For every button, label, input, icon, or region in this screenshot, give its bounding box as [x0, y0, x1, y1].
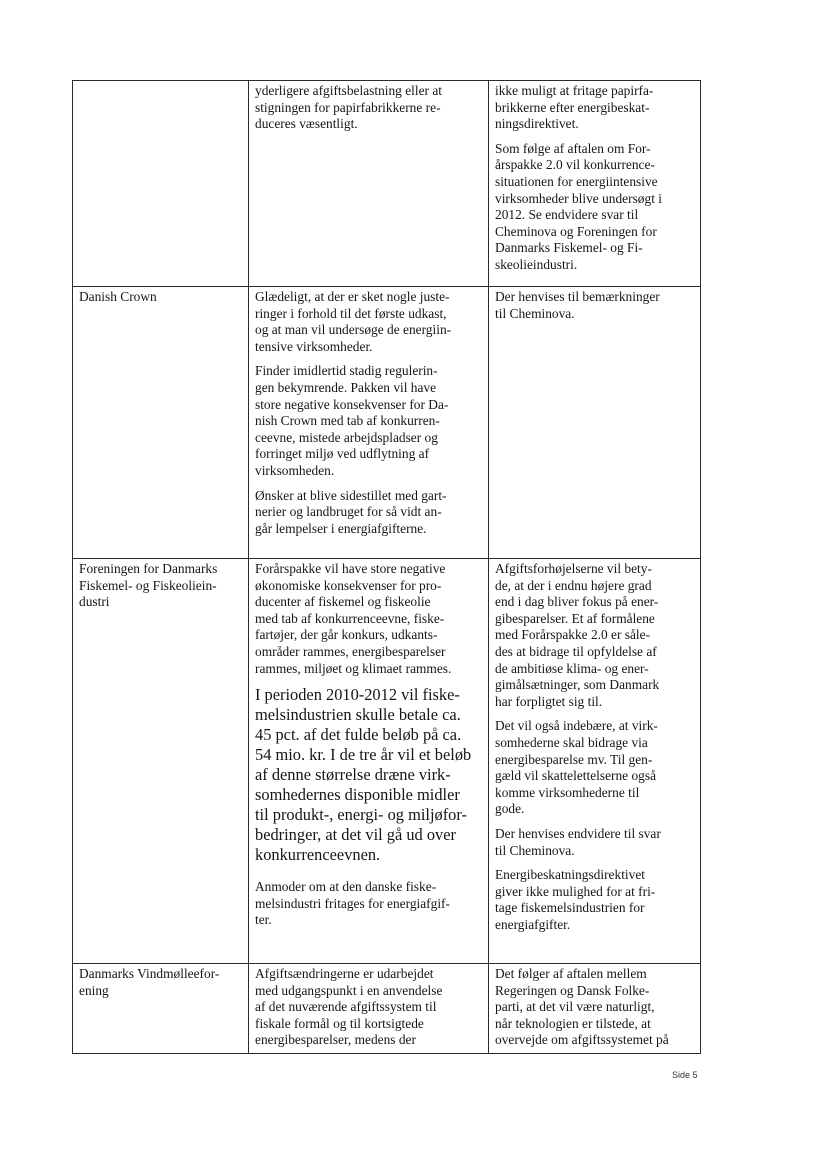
table-row — [73, 81, 701, 287]
organization-name: Danish Crown — [79, 289, 157, 304]
comment-paragraph: Forårspakke vil have store negative økonomiske konsekvenser for pro- ducenter af fiskemel og fiskeolie med tab af konkurrenceevne, fiske- fartøjer, der går konkurs, udkants- områder rammes, energibesparelser rammes, miljøet og klimaet rammes. — [255, 561, 452, 676]
page-number: Side 5 — [672, 1070, 698, 1080]
response-paragraph: Der henvises til bemærkninger til Cheminova. — [495, 289, 660, 321]
comment-paragraph: Anmoder om at den danske fiske- melsindustri fritages for energiafgif- ter. — [255, 879, 450, 928]
response-paragraph: Det vil også indebære, at virk- somhederne skal bidrage via energibesparelse mv. Til gen- gæld vil skattelettelserne også komme virksomhederne til gode. — [495, 718, 658, 817]
organization-cell — [73, 81, 249, 287]
comment-paragraph: Ønsker at blive sidestillet med gart- nerier og landbruget for så vidt an- går lempelser i energiafgifterne. — [255, 487, 447, 536]
comment-cell — [249, 287, 489, 559]
comment-paragraph: I perioden 2010-2012 vil fiske- melsindustrien skulle betale ca. 45 pct. af det fulde beløb på ca. 54 mio. kr. I de tre år vil et beløb af denne størrelse dræne virk- somhedernes disponible midler til produkt-, energi- og miljøfor- bedringer, at det vil gå ud over konkurrenceevnen. — [255, 685, 472, 865]
response-paragraph: Det følger af aftalen mellem Regeringen og Dansk Folke- parti, at det vil være naturligt, når teknologien er tilstede, at overvejde om afgiftssystemet på — [495, 966, 669, 1048]
comment-cell — [249, 81, 489, 287]
response-paragraph: Energibeskatningsdirektivet giver ikke mulighed for at fri- tage fiskemelsindustrien for energiafgifter. — [495, 867, 656, 932]
response-paragraph: Der henvises endvidere til svar til Cheminova. — [495, 825, 661, 858]
response-paragraph: Som følge af aftalen om For- årspakke 2.0 vil konkurrence- situationen for energiintensive virksomheder blive undersøgt i 2012. Se endvidere svar til Cheminova og Foreningen for Danmarks Fiskemel- og Fi- skeolieindustri. — [495, 140, 662, 272]
comment-cell — [249, 559, 489, 964]
table-row — [73, 964, 701, 1054]
organization-name: Danmarks Vindmølleefor- ening — [79, 966, 220, 998]
comment-paragraph: Finder imidlertid stadig regulerin- gen bekymrende. Pakken vil have store negative konsekvenser for Da- nish Crown med tab af konkurren- ceevne, mistede arbejdspladser og forringet miljø ved udflytning af virksomheden. — [255, 363, 449, 478]
comment-paragraph: yderligere afgiftsbelastning eller at stigningen for papirfabrikkerne re- duceres væsentligt. — [255, 83, 443, 132]
response-cell — [489, 559, 701, 964]
consultation-table — [72, 80, 701, 1054]
organization-cell — [73, 964, 249, 1054]
response-paragraph: Afgiftsforhøjelserne vil bety- de, at der i endnu højere grad end i dag bliver fokus på ener- gibesparelser. Et af formålene med Forårspakke 2.0 er såle- des at bidrage til opfyldelse af de ambitiøse klima- og ener- gimålsætninger, som Danmark har forpligtet sig til. — [495, 561, 660, 709]
organization-cell — [73, 287, 249, 559]
response-cell — [489, 287, 701, 559]
table-row — [73, 287, 701, 559]
comment-cell — [249, 964, 489, 1054]
table-row — [73, 559, 701, 964]
organization-name: Foreningen for Danmarks Fiskemel- og Fiskeoliein- dustri — [79, 561, 218, 610]
comment-paragraph: Glædeligt, at der er sket nogle juste- ringer i forhold til det første udkast, og at man vil undersøge de energiin- tensive virksomheder. — [255, 289, 452, 354]
comment-paragraph: Afgiftsændringerne er udarbejdet med udgangspunkt i en anvendelse af det nuværende afgiftssystem til fiskale formål og til kortsigtede energibesparelser, medens der — [255, 966, 443, 1048]
organization-cell — [73, 559, 249, 964]
response-cell — [489, 81, 701, 287]
response-cell — [489, 964, 701, 1054]
response-paragraph: ikke muligt at fritage papirfa- brikkerne efter energibeskat- ningsdirektivet. — [495, 83, 654, 132]
